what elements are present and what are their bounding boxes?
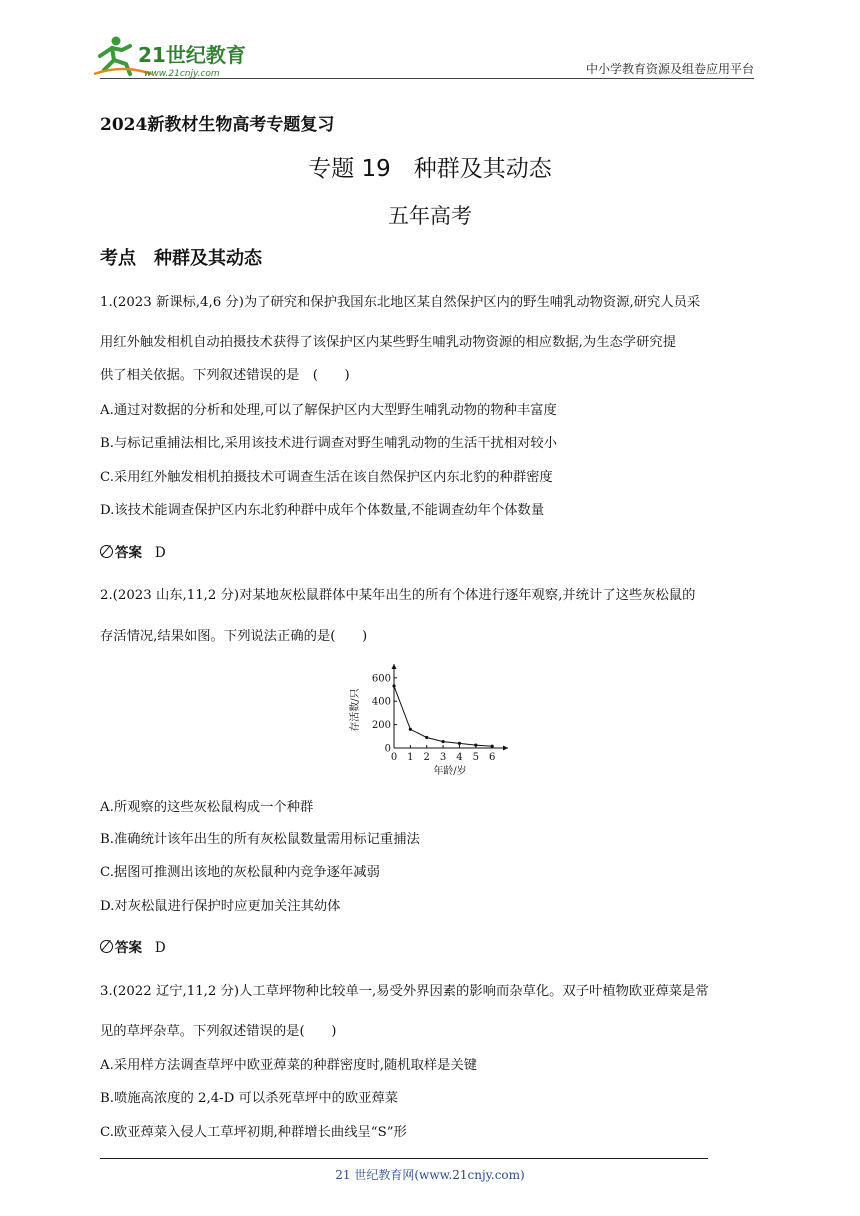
- y-tick-label: 200: [371, 720, 391, 732]
- survival-chart: [348, 658, 508, 778]
- q3-stem-line: 见的草坪杂草。下列叙述错误的是( ): [100, 1024, 337, 1039]
- footer-text: 21 世纪教育网(www.21cnjy.com): [335, 1168, 525, 1182]
- q3-stem-line: 3.(2022 辽宁,11,2 分)人工草坪物种比较单一,易受外界因素的影响而杂草化。双子叶植物欧亚蔊菜是常: [100, 984, 709, 999]
- q1-option-c: C.采用红外触发相机拍摄技术可调查生活在该自然保护区内东北豹的种群密度: [100, 470, 553, 485]
- q3-option-b: B.喷施高浓度的 2,4-D 可以杀死草坪中的欧亚蔊菜: [100, 1091, 399, 1106]
- q2-option-d: D.对灰松鼠进行保护时应更加关注其幼体: [100, 899, 341, 914]
- series-title: 2024新教材生物高考专题复习: [100, 115, 335, 135]
- x-tick-label: 0: [390, 752, 398, 763]
- data-point: [441, 740, 444, 743]
- logo-text: 21世纪教育: [138, 43, 246, 67]
- q2-option-c: C.据图可推测出该地的灰松鼠种内竞争逐年减弱: [100, 865, 380, 880]
- answer-value: D: [154, 545, 166, 561]
- header-divider: [100, 78, 754, 79]
- survival-line: [394, 686, 492, 746]
- x-tick-label: 3: [439, 752, 447, 763]
- q1-stem-line: 用红外触发相机自动拍摄技术获得了该保护区内某些野生哺乳动物资源的相应数据,为生态学研究提: [100, 335, 676, 350]
- logo-url: www.21cnjy.com: [144, 69, 220, 79]
- q3-option-c: C.欧亚蔊菜入侵人工草坪初期,种群增长曲线呈“S”形: [100, 1125, 407, 1140]
- site-logo: [92, 34, 262, 80]
- y-axis-label: 存活数/只: [350, 688, 361, 732]
- x-tick-label: 6: [488, 752, 496, 763]
- q2-option-a: A.所观察的这些灰松鼠构成一个种群: [100, 800, 314, 815]
- q1-stem-line: 供了相关依据。下列叙述错误的是 ( ): [100, 368, 350, 383]
- q2-stem-line: 2.(2023 山东,11,2 分)对某地灰松鼠群体中某年出生的所有个体进行逐年观察,并统计了这些灰松鼠的: [100, 588, 696, 603]
- x-tick-label: 1: [407, 752, 414, 763]
- x-axis-label: 年龄/岁: [433, 766, 467, 777]
- answer-value: D: [154, 940, 166, 956]
- data-point: [474, 743, 477, 746]
- q2-option-b: B.准确统计该年出生的所有灰松鼠数量需用标记重捕法: [100, 832, 420, 847]
- data-point: [458, 742, 461, 745]
- x-tick-label: 5: [472, 752, 480, 763]
- data-point: [425, 736, 428, 739]
- q1-option-b: B.与标记重捕法相比,采用该技术进行调查对野生哺乳动物的生活干扰相对较小: [100, 436, 558, 451]
- y-tick-label: 400: [371, 696, 391, 708]
- data-point: [491, 745, 494, 748]
- footer-divider: [100, 1158, 708, 1159]
- q1-stem-line: 1.(2023 新课标,4,6 分)为了研究和保护我国东北地区某自然保护区内的野生哺乳动物资源,研究人员采: [100, 295, 701, 310]
- header-platform: 中小学教育资源及组卷应用平台: [585, 62, 754, 76]
- data-point: [409, 728, 412, 731]
- q3-option-a: A.采用样方法调查草坪中欧亚蔊菜的种群密度时,随机取样是关键: [100, 1058, 478, 1073]
- check-icon: [100, 545, 113, 558]
- data-point: [392, 684, 395, 687]
- answer-label: 答案: [115, 545, 142, 561]
- section-heading: 考点 种群及其动态: [100, 248, 262, 269]
- y-axis-arrow: [392, 664, 397, 669]
- q1-answer: [100, 541, 166, 561]
- check-icon: [100, 940, 113, 953]
- page-title: 专题 19 种群及其动态: [308, 156, 552, 182]
- y-tick-label: 0: [384, 743, 391, 755]
- q2-answer: [100, 936, 166, 956]
- q2-stem-line: 存活情况,结果如图。下列说法正确的是( ): [100, 629, 368, 644]
- y-tick-label: 600: [371, 673, 391, 685]
- x-tick-label: 4: [456, 752, 463, 763]
- page-subtitle: 五年高考: [388, 204, 472, 228]
- q1-option-a: A.通过对数据的分析和处理,可以了解保护区内大型野生哺乳动物的物种丰富度: [100, 403, 557, 418]
- answer-label: 答案: [115, 940, 142, 956]
- x-tick-label: 2: [423, 752, 430, 763]
- q1-option-d: D.该技术能调查保护区内东北豹种群中成年个体数量,不能调查幼年个体数量: [100, 503, 545, 518]
- x-axis-arrow: [503, 746, 508, 751]
